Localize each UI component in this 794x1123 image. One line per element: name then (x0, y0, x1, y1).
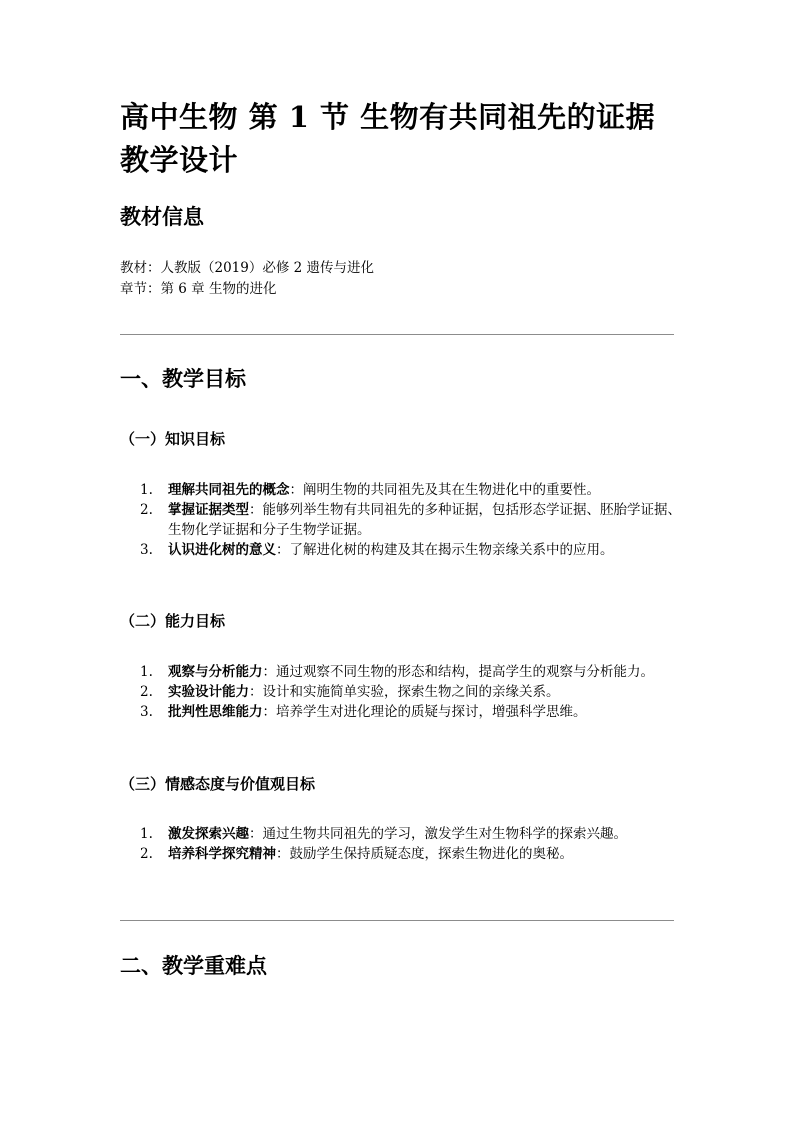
textbook-label: 教材： (120, 260, 161, 276)
chapter-label: 章节： (120, 281, 161, 297)
list-item: 1. 观察与分析能力：通过观察不同生物的形态和结构，提高学生的观察与分析能力。 (140, 664, 654, 680)
list-item: 2. 培养科学探究精神：鼓励学生保持质疑态度，探索生物进化的奥秘。 (140, 846, 573, 862)
list-item: 1. 理解共同祖先的概念：阐明生物的共同祖先及其在生物进化中的重要性。 (140, 482, 600, 498)
ability-goals-heading: （二）能力目标 (120, 612, 226, 630)
list-item: 3. 批判性思维能力：培养学生对进化理论的质疑与探讨，增强科学思维。 (140, 704, 587, 720)
goals-heading: 一、教学目标 (120, 366, 246, 391)
list-item: 3. 认识进化树的意义：了解进化树的构建及其在揭示生物亲缘关系中的应用。 (140, 542, 614, 558)
key-points-heading: 二、教学重难点 (120, 953, 267, 978)
chapter-line (120, 279, 374, 300)
page-title: 高中生物 第 1 节 生物有共同祖先的证据 教学设计 (120, 100, 656, 177)
emotion-goals-heading: （三）情感态度与价值观目标 (120, 775, 316, 793)
knowledge-goals-list (120, 480, 688, 560)
chapter-value: 第 6 章 生物的进化 (160, 281, 277, 297)
material-heading: 教材信息 (120, 204, 204, 229)
divider (120, 334, 674, 335)
material-info (120, 258, 374, 300)
list-item: 2. 掌握证据类型：能够列举生物有共同祖先的多种证据，包括形态学证据、胚胎学证据、生物化学证据和分子生物学证据。 (140, 502, 681, 538)
ability-goals-list (120, 662, 688, 722)
knowledge-goals-heading: （一）知识目标 (120, 430, 226, 448)
divider (120, 920, 674, 921)
emotion-goals-list (120, 824, 688, 864)
list-item: 2. 实验设计能力：设计和实施简单实验，探索生物之间的亲缘关系。 (140, 684, 560, 700)
textbook-value: 人教版（2019）必修 2 遗传与进化 (160, 260, 375, 276)
list-item: 1. 激发探索兴趣：通过生物共同祖先的学习，激发学生对生物科学的探索兴趣。 (140, 826, 627, 842)
textbook-line (120, 258, 374, 279)
